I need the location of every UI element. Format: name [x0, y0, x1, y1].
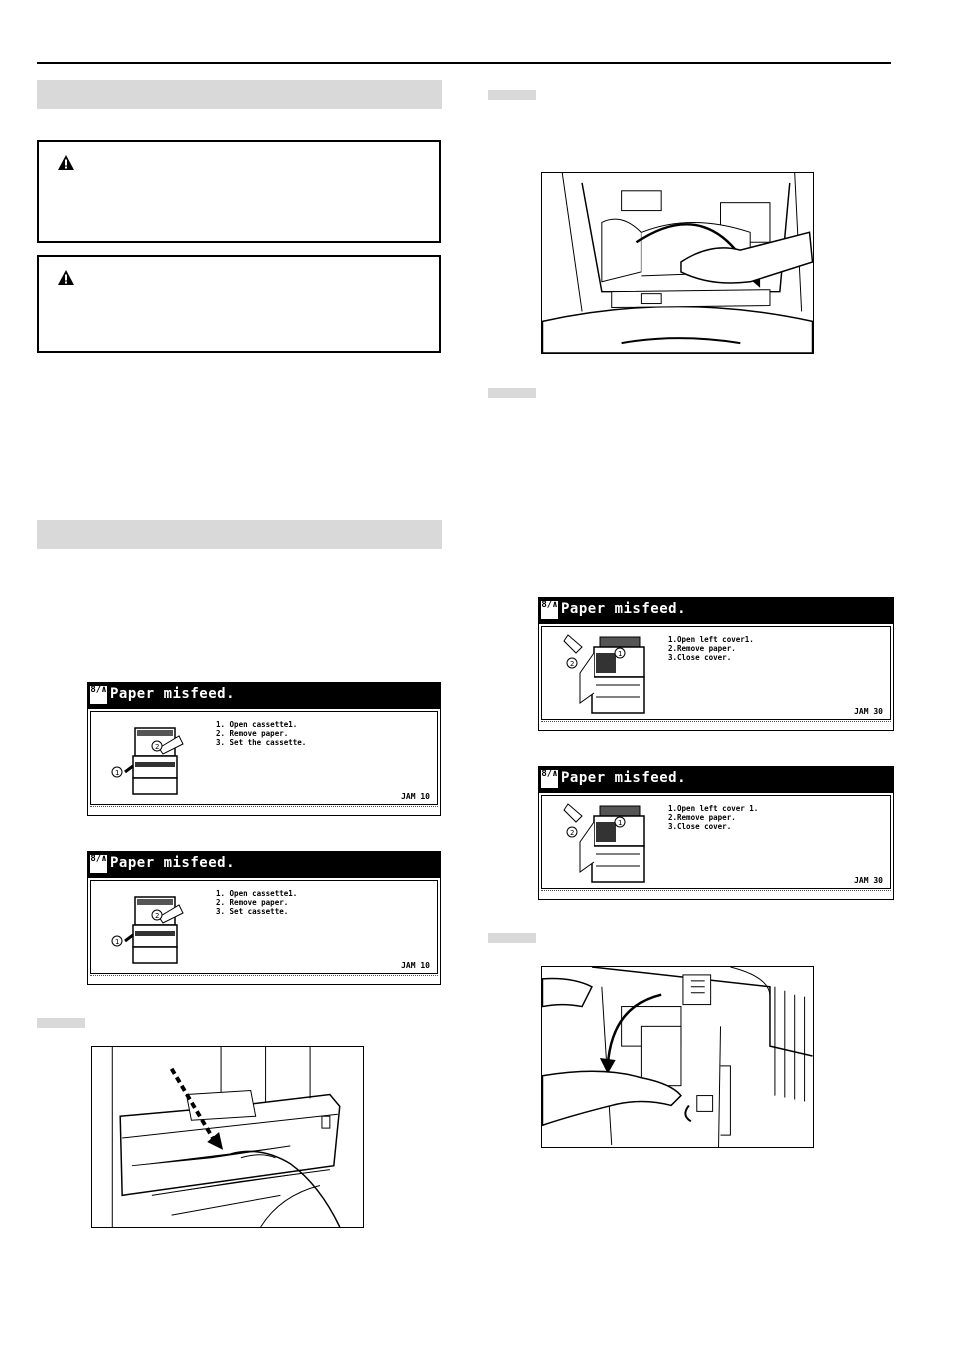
panel-header — [88, 852, 440, 878]
lcd-panel-jam10-b — [87, 851, 441, 985]
lcd-panel-jam30-b — [538, 766, 894, 900]
svg-text:2: 2 — [155, 912, 160, 920]
panel-title: Paper misfeed. — [561, 770, 687, 786]
panel-steps: 1. Open cassette1. 2. Remove paper. 3. Set cassette. — [216, 889, 298, 916]
svg-text:1: 1 — [618, 650, 623, 658]
pull-cassette-illustration — [91, 1046, 364, 1228]
panel-header — [88, 683, 440, 709]
misfeed-icon: 8/∧ — [90, 855, 107, 873]
jam-code: JAM 30 — [854, 876, 883, 885]
section-heading-bar-2 — [37, 520, 442, 549]
remove-paper-illustration — [541, 172, 814, 354]
lcd-panel-jam30-a — [538, 597, 894, 731]
copier-left-cover-illustration — [562, 633, 662, 717]
panel-body — [541, 795, 891, 889]
warning-triangle-icon — [57, 154, 75, 171]
caution-box-1 — [37, 140, 441, 243]
warning-triangle-icon — [57, 269, 75, 286]
copier-cassette-illustration — [109, 722, 189, 796]
jam-code: JAM 30 — [854, 707, 883, 716]
step-tab-1 — [37, 1018, 85, 1028]
panel-footer — [541, 721, 891, 728]
svg-text:1: 1 — [115, 769, 120, 777]
panel-title: Paper misfeed. — [561, 601, 687, 617]
panel-body — [90, 711, 438, 805]
step-tab-2 — [488, 90, 536, 100]
cassette-drawing — [92, 1047, 363, 1227]
panel-header — [539, 767, 893, 793]
panel-title: Paper misfeed. — [110, 686, 236, 702]
panel-header — [539, 598, 893, 624]
panel-footer — [90, 806, 438, 813]
lcd-panel-jam10-a — [87, 682, 441, 816]
misfeed-icon: 8/∧ — [541, 601, 558, 619]
step-tab-3 — [488, 388, 536, 398]
copier-cassette-illustration — [109, 891, 189, 965]
svg-text:2: 2 — [155, 743, 160, 751]
panel-steps: 1.Open left cover 1. 2.Remove paper. 3.Close cover. — [668, 804, 759, 831]
misfeed-icon: 8/∧ — [90, 686, 107, 704]
panel-footer — [541, 890, 891, 897]
svg-text:1: 1 — [618, 819, 623, 827]
panel-body — [541, 626, 891, 720]
panel-body — [90, 880, 438, 974]
panel-steps: 1.Open left cover1. 2.Remove paper. 3.Close cover. — [668, 635, 754, 662]
panel-steps: 1. Open cassette1. 2. Remove paper. 3. Set the cassette. — [216, 720, 307, 747]
jam-code: JAM 10 — [401, 961, 430, 970]
panel-title: Paper misfeed. — [110, 855, 236, 871]
section-heading-bar-1 — [37, 80, 442, 109]
copier-left-cover-illustration — [562, 802, 662, 886]
svg-text:2: 2 — [570, 829, 575, 837]
header-rule — [37, 62, 891, 64]
left-cover-drawing — [542, 967, 813, 1147]
open-left-cover-illustration — [541, 966, 814, 1148]
jam-code: JAM 10 — [401, 792, 430, 801]
step-tab-4 — [488, 933, 536, 943]
caution-box-2 — [37, 255, 441, 353]
svg-text:1: 1 — [115, 938, 120, 946]
cassette-open-drawing — [542, 173, 813, 353]
panel-footer — [90, 975, 438, 982]
misfeed-icon: 8/∧ — [541, 770, 558, 788]
svg-text:2: 2 — [570, 660, 575, 668]
